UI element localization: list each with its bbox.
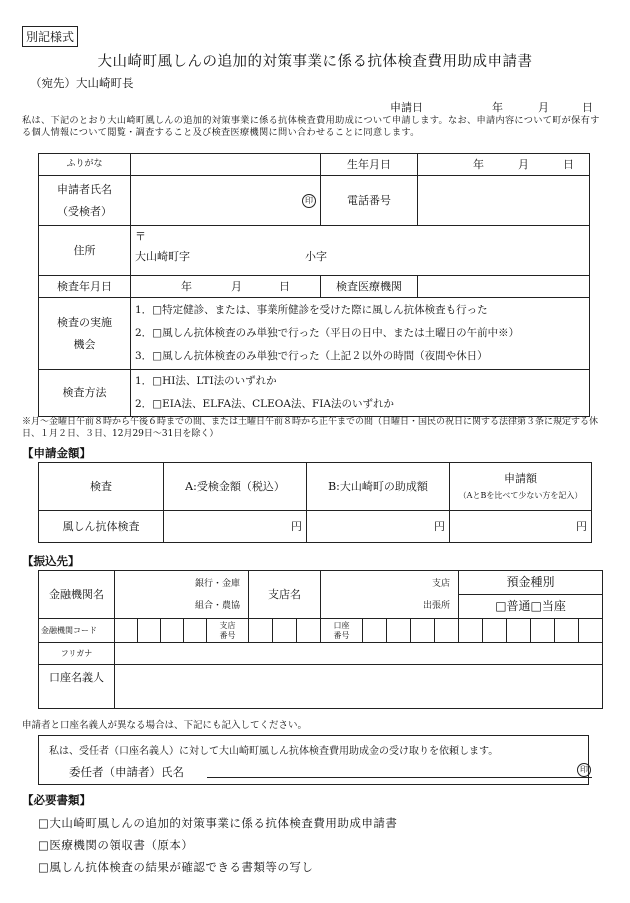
situation-label-line1: 検査の実施 (57, 315, 112, 329)
account-no-digit[interactable] (459, 619, 483, 643)
exam-date-field[interactable] (131, 276, 321, 298)
exam-month: 月 (231, 280, 242, 293)
required-item-result-copy: □風しん抗体検査の結果が確認できる書類等の写し (38, 860, 314, 874)
name-label-line2: （受検者） (57, 204, 112, 218)
proxy-seal-icon: 印 (577, 763, 591, 777)
form-label: 別記様式 (22, 26, 78, 47)
proxy-name-label: 委任者（申請者）氏名 (69, 765, 184, 779)
holder-field[interactable] (115, 665, 603, 709)
proxy-box (38, 735, 589, 785)
holder-furigana-label: フリガナ (39, 643, 115, 665)
branch-field[interactable] (321, 571, 459, 619)
bank-code-digit[interactable] (161, 619, 184, 643)
required-list (38, 812, 397, 878)
page-title: 大山崎町風しんの追加的対策事業に係る抗体検査費用助成申請書 (97, 54, 533, 70)
account-no-digit[interactable] (387, 619, 411, 643)
exam-day: 日 (279, 280, 290, 293)
bank-type-1: 銀行・金庫 (195, 579, 241, 589)
birth-field[interactable] (418, 154, 590, 176)
bank-type-2: 組合・農協 (195, 601, 241, 611)
branch-label: 支店名 (249, 571, 321, 619)
account-extra-cell[interactable] (555, 619, 579, 643)
address-field[interactable] (131, 226, 590, 276)
situation-option-1[interactable]: 1．□特定健診、または、事業所健診を受けた際に風しん抗体検査も行った (135, 304, 488, 316)
account-no-digit[interactable] (435, 619, 459, 643)
yen-request: 円 (576, 519, 587, 533)
branch-no-label-2: 番号 (219, 630, 236, 640)
transfer-table (38, 570, 603, 709)
account-no-label-2: 番号 (333, 630, 350, 640)
bank-code-digit[interactable] (184, 619, 207, 643)
yen-a: 円 (291, 519, 302, 533)
account-extra-cell[interactable] (579, 619, 603, 643)
holder-label: 口座名義人 (39, 665, 115, 709)
bank-code-digit[interactable] (115, 619, 138, 643)
bank-code-label: 金融機関コード (39, 619, 115, 643)
method-label: 検査方法 (39, 370, 131, 417)
branch-no-label-1: 支店 (219, 620, 236, 630)
branch-no-label (207, 619, 249, 643)
amount-b-field[interactable] (307, 511, 450, 543)
proxy-name-line[interactable] (207, 776, 592, 778)
date-day: 日 (582, 101, 593, 114)
yen-b: 円 (434, 519, 445, 533)
deposit-options[interactable]: □普通□当座 (495, 599, 566, 613)
amount-col-a: A:受検金額（税込） (164, 463, 307, 511)
required-item-receipt: □医療機関の領収書（原本） (38, 838, 194, 852)
birth-day: 日 (563, 158, 574, 171)
furigana-field[interactable] (131, 154, 321, 176)
applicant-table (38, 153, 590, 417)
bank-label: 金融機関名 (39, 571, 115, 619)
account-no-digit[interactable] (363, 619, 387, 643)
amount-a-field[interactable] (164, 511, 307, 543)
situation-option-2[interactable]: 2．□風しん抗体検査のみ単独で行った（平日の日中、または土曜日の午前中※） (135, 327, 520, 339)
amount-col-request-label: 申請額 (504, 471, 537, 485)
account-no-digit[interactable] (507, 619, 531, 643)
amount-table (38, 462, 592, 543)
amount-row-label: 風しん抗体検査 (39, 511, 164, 543)
holder-furigana-field[interactable] (115, 643, 603, 665)
addressee: （宛先）大山崎町長 (30, 76, 134, 90)
exam-date-label: 検査年月日 (39, 276, 131, 298)
postal-mark: 〒 (135, 230, 146, 243)
amount-col-request (450, 463, 592, 511)
branch-type-1: 支店 (432, 579, 451, 589)
name-label-line1: 申請者氏名 (57, 182, 112, 196)
birth-month: 月 (518, 158, 529, 171)
account-no-label-1: 口座 (333, 620, 350, 630)
amount-col-request-note: （AとBを比べて少ない方を記入） (458, 491, 583, 501)
method-option-1[interactable]: 1．□HI法、LTI法のいずれか (135, 375, 277, 387)
amount-col-exam: 検査 (39, 463, 164, 511)
exam-clinic-field[interactable] (418, 276, 590, 298)
footnote: ※月～金曜日午前８時から午後６時までの間、または土曜日午前８時から正午までの間（日曜日・国民の祝日に関する法律第３条に規定する休日、１月２日、３日、12月29日～31日を除く） (22, 417, 599, 439)
situation-label (39, 298, 131, 370)
branch-no-digit[interactable] (297, 619, 321, 643)
birth-label: 生年月日 (321, 154, 418, 176)
amount-request-field[interactable] (450, 511, 592, 543)
exam-year: 年 (181, 280, 192, 293)
date-month: 月 (538, 101, 549, 114)
phone-field[interactable] (418, 176, 590, 226)
situation-label-line2: 機会 (73, 337, 96, 351)
method-options (131, 370, 590, 417)
intro-text: 私は、下記のとおり大山崎町風しんの追加的対策事業に係る抗体検査費用助成について申請します。なお、申請内容について町が保有する個人情報について閲覧・調査すること及び検査医療機関に問い合わせることに同意します。 (22, 115, 600, 138)
account-extra-cell[interactable] (531, 619, 555, 643)
required-item-application: □大山崎町風しんの追加的対策事業に係る抗体検査費用助成申請書 (38, 816, 398, 830)
seal-icon: 印 (302, 194, 316, 208)
proxy-text: 私は、受任者（口座名義人）に対して大山崎町風しん抗体検査費用助成金の受け取りを依頼します。 (49, 746, 499, 757)
bank-field[interactable] (115, 571, 249, 619)
method-option-2[interactable]: 2．□EIA法、ELFA法、CLEOA法、FIA法のいずれか (135, 398, 394, 410)
furigana-label: ふりがな (39, 154, 131, 176)
account-no-label (321, 619, 363, 643)
deposit-cell (459, 571, 603, 619)
address-label: 住所 (39, 226, 131, 276)
address-town: 大山崎町字 (135, 249, 190, 263)
date-year: 年 (492, 101, 503, 114)
amount-heading: 【申請金額】 (22, 446, 91, 460)
required-heading: 【必要書類】 (22, 793, 91, 807)
situation-options (131, 298, 590, 370)
bank-code-digit[interactable] (138, 619, 161, 643)
birth-year: 年 (473, 158, 484, 171)
phone-label: 電話番号 (321, 176, 418, 226)
branch-type-2: 出張所 (423, 601, 451, 611)
account-no-digit[interactable] (483, 619, 507, 643)
deposit-label: 預金種別 (459, 571, 602, 595)
proxy-note: 申請者と口座名義人が異なる場合は、下記にも記入してください。 (22, 720, 308, 731)
amount-col-b: B:大山崎町の助成額 (307, 463, 450, 511)
name-field[interactable] (131, 176, 321, 226)
name-label (39, 176, 131, 226)
transfer-heading: 【振込先】 (22, 554, 80, 568)
situation-option-3[interactable]: 3．□風しん抗体検査のみ単独で行った（上記２以外の時間（夜間や休日） (135, 350, 488, 362)
account-no-digit[interactable] (411, 619, 435, 643)
branch-no-digit[interactable] (273, 619, 297, 643)
branch-no-digit[interactable] (249, 619, 273, 643)
application-date (390, 99, 600, 115)
date-label: 申請日 (390, 101, 423, 114)
exam-clinic-label: 検査医療機関 (321, 276, 418, 298)
address-koaza: 小字 (305, 249, 327, 263)
